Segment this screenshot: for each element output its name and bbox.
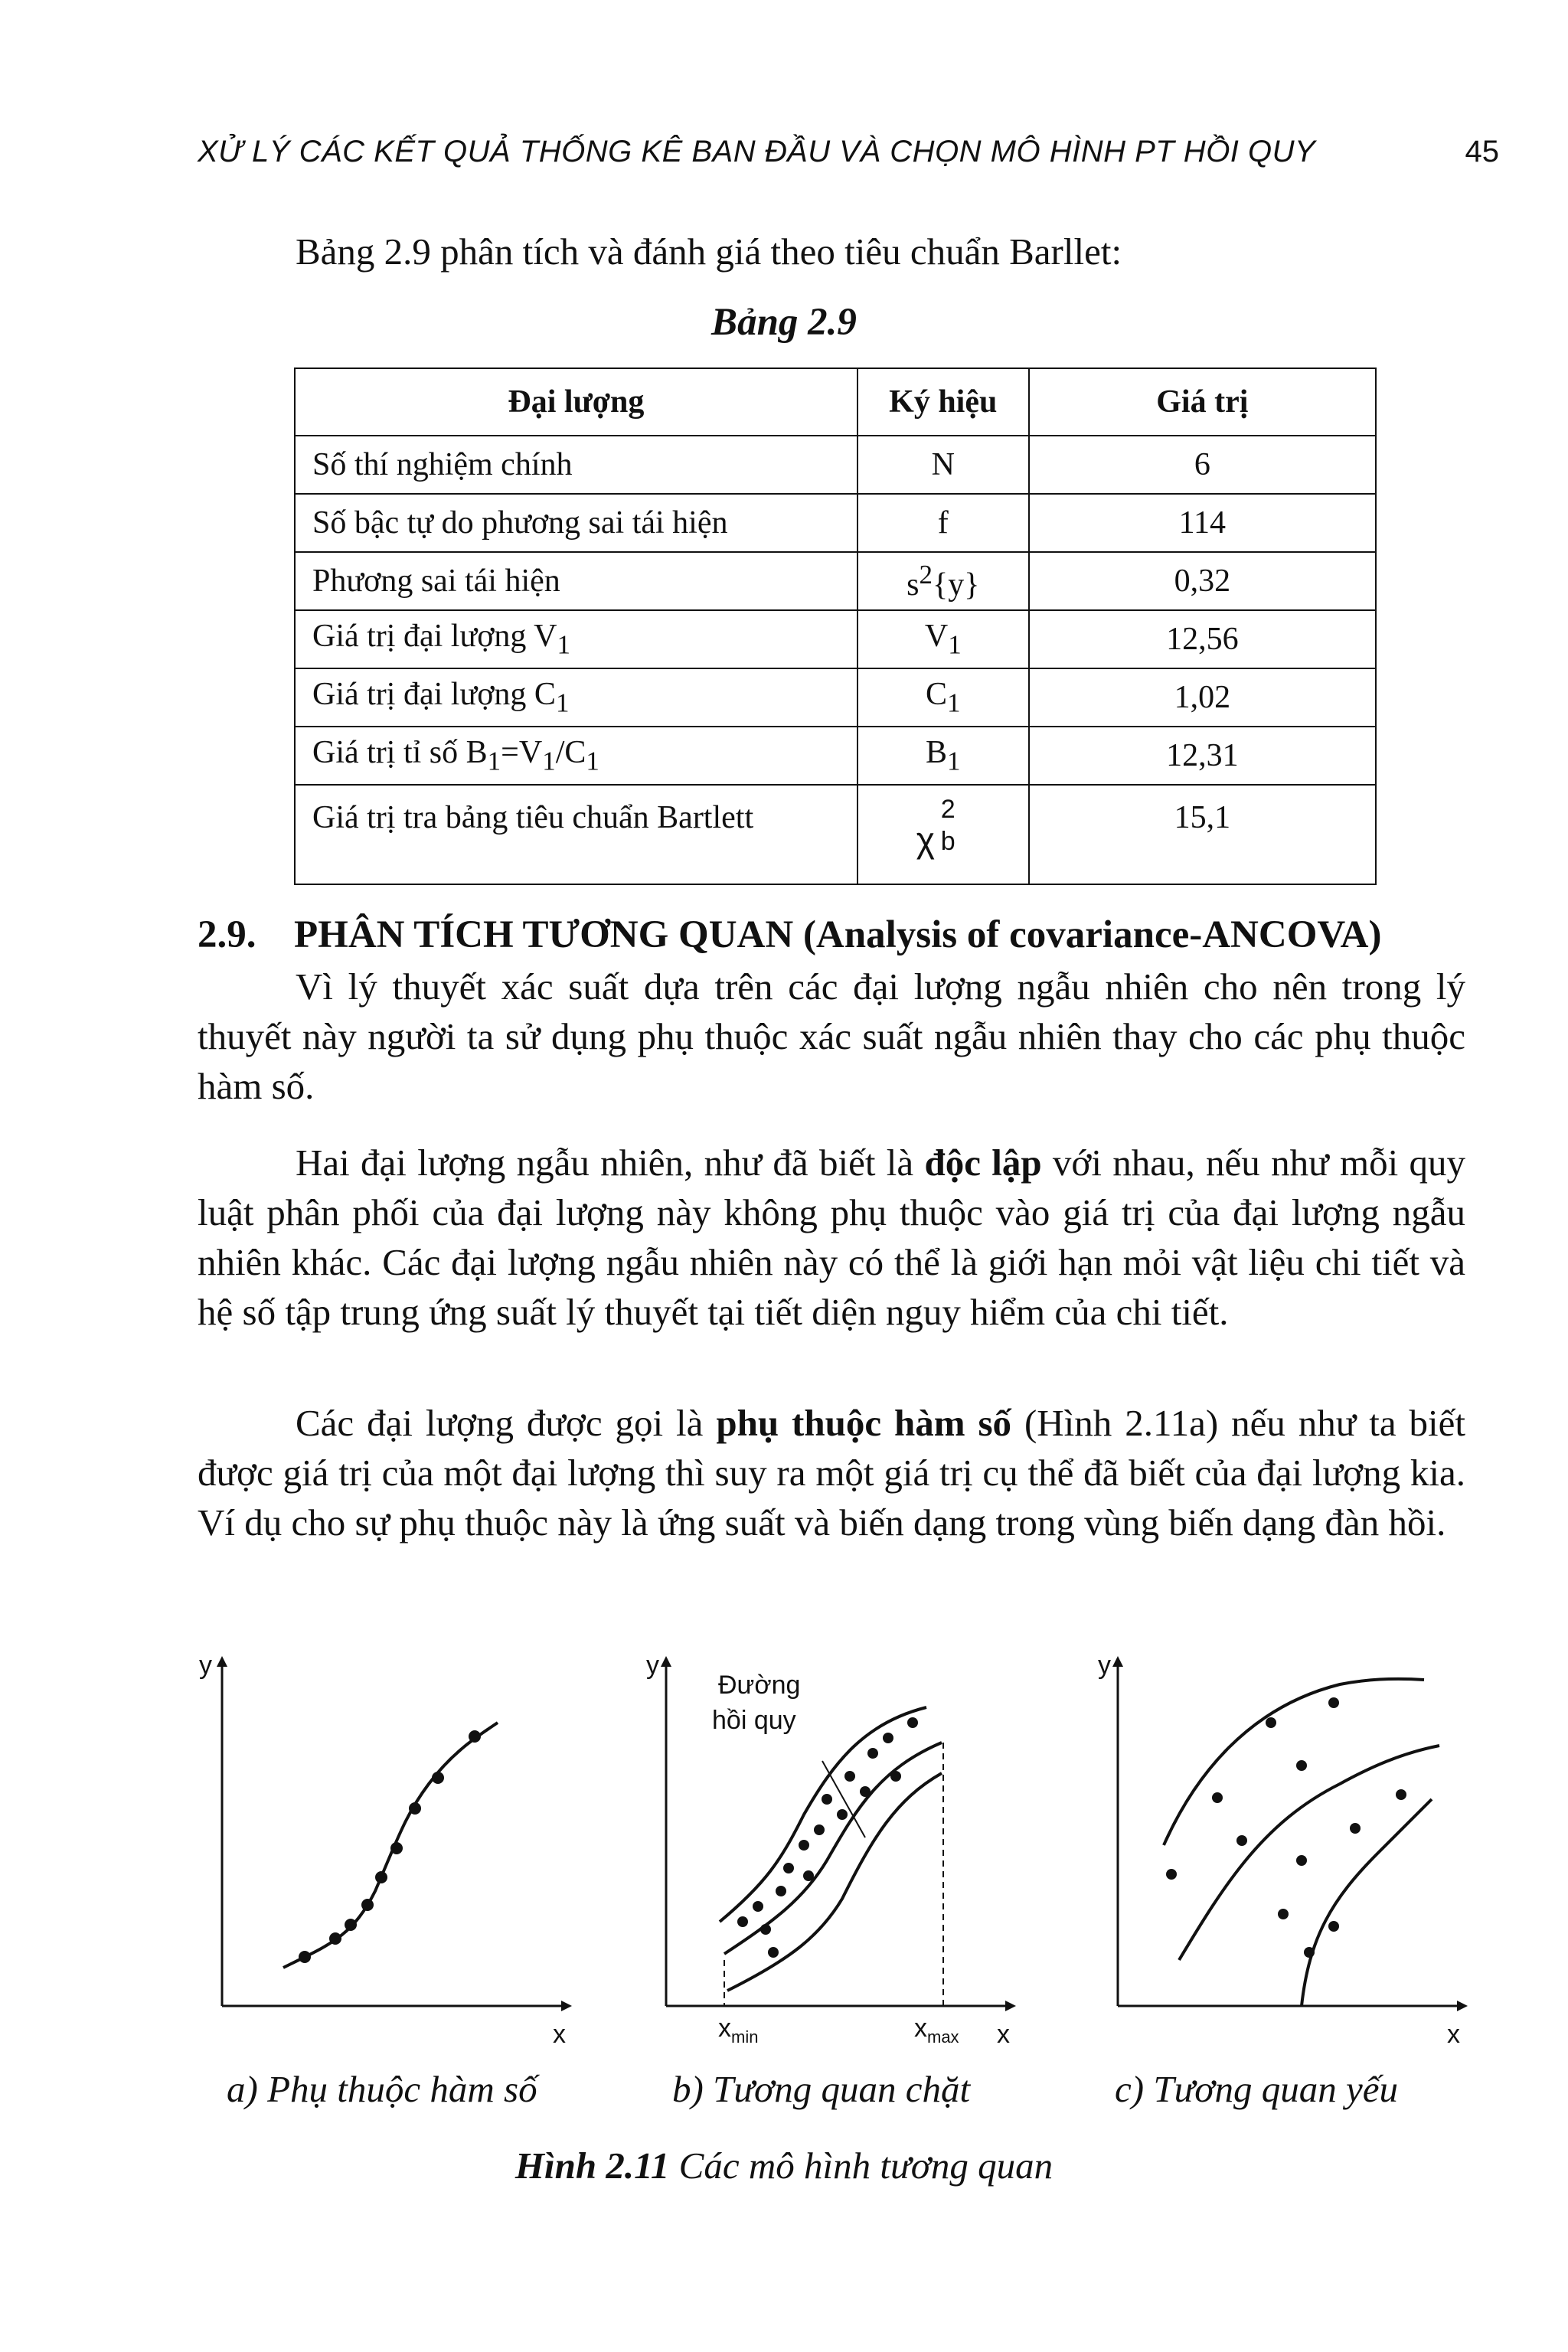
figure-caption [0,2144,1568,2187]
column-header: Giá trị [1029,368,1376,436]
paragraph-text: Hai đại lượng ngẫu nhiên, như đã biết là [296,1142,925,1184]
quantity-cell: Số bậc tự do phương sai tái hiện [295,494,858,552]
data-points [299,1730,481,1963]
regression-label: hồi quy [712,1706,796,1735]
subcaption-c: c) Tương quan yếu [1115,2068,1398,2110]
middle-boundary [1179,1746,1439,1960]
quantity-text: Giá trị tỉ số B [312,735,488,771]
symbol-superscript: 2 [940,795,956,824]
subcaption-b: b) Tương quan chặt [672,2068,971,2110]
table-caption: Bảng 2.9 [711,301,857,344]
paragraph-text: (Hình 2.11a) nếu như ta biết được giá trị của một đại lượng thì suy ra một giá trị cụ thể đã biết của đại lượng kia. Ví dụ cho sự phụ thuộc này là ứng suất và biến dạng trong vùng biến dạng đàn hồi. [198,1402,1466,1544]
column-header: Ký hiệu [858,368,1029,436]
value-cell: 0,32 [1029,552,1376,610]
panel-c [1098,1651,1462,2049]
quantity-subscript: 1 [557,629,570,660]
paragraph-text: với nhau, nếu như mỗi quy luật phân phối của đại lượng này không phụ thuộc vào giá trị của đại lượng ngẫu nhiên khác. Các đại lượng ngẫu nhiên này có thể là giới hạn mỏi vật liệu chi tiết và hệ số tập trung ứng suất lý thuyết tại tiết diện nguy hiểm của chi tiết. [198,1142,1465,1333]
table-header-row [295,368,1376,436]
table-row [295,727,1376,785]
panel-a [199,1651,567,2049]
symbol-base: χ [916,820,935,860]
running-header [198,135,1499,181]
chi-square-symbol [916,795,970,861]
symbol-subscript: b [940,827,956,856]
xmax-label: $x_{max}$ [914,2014,959,2047]
symbol-subscript: 1 [948,629,962,660]
symbol-subscript: 1 [947,688,961,718]
paragraph [198,1138,1465,1337]
running-title: XỬ LÝ CÁC KẾT QUẢ THỐNG KÊ BAN ĐẦU VÀ CHỌN MÔ HÌNH PT HỒI QUY [198,135,1316,168]
value-cell: 15,1 [1029,785,1376,884]
table-row [295,494,1376,552]
value-cell: 114 [1029,494,1376,552]
quantity-cell: Phương sai tái hiện [295,552,858,610]
value-cell: 12,56 [1029,610,1376,668]
quantity-text: =V [501,735,543,771]
symbol-cell [858,552,1029,610]
paragraph-text: Các đại lượng được gọi là [296,1402,717,1444]
regression-line [724,1743,942,1954]
bold-term: độc lập [924,1142,1042,1184]
symbol-base: s [906,567,920,603]
section-title: PHÂN TÍCH TƯƠNG QUAN (Analysis of covariance-ANCOVA) [294,913,1382,956]
table-row [295,785,1376,884]
quantity-subscript: 1 [586,746,599,776]
section-number: 2.9. [198,913,256,956]
value-cell: 6 [1029,436,1376,494]
quantity-subscript: 1 [555,688,570,718]
quantity-cell [295,727,858,785]
quantity-cell: Số thí nghiệm chính [295,436,858,494]
symbol-base: B [926,735,948,771]
xmin-label: $x_{min}$ [718,2014,759,2047]
upper-band [720,1707,926,1922]
table-row [295,552,1376,610]
figure-title: Các mô hình tương quan [669,2145,1054,2187]
quantity-text: /C [555,735,586,771]
symbol-subscript: 1 [947,746,961,776]
section-heading [198,913,1381,957]
symbol-base: V [924,619,949,655]
value-cell: 12,31 [1029,727,1376,785]
symbol-cell [858,785,1029,884]
quantity-cell [295,668,858,727]
column-header: Đại lượng [295,368,858,436]
quantity-text: Giá trị đại lượng V [312,619,557,655]
data-points [1166,1697,1406,1958]
x-axis-label: x [553,2020,566,2049]
table-row [295,436,1376,494]
quantity-subscript: 1 [487,746,501,776]
symbol-base: C [926,677,948,713]
bold-term: phụ thuộc hàm số [716,1402,1012,1444]
figure-number: Hình 2.11 [514,2145,670,2187]
lower-boundary [1302,1799,1432,2006]
regression-label: Đường [718,1671,801,1700]
quantity-cell: Giá trị tra bảng tiêu chuẩn Bartlett [295,785,858,884]
symbol-cell [858,610,1029,668]
y-axis-label: y [199,1651,212,1680]
quantity-cell [295,610,858,668]
table-row [295,610,1376,668]
symbol-cell: f [858,494,1029,552]
bartlett-table [294,368,1377,885]
symbol-cell [858,727,1029,785]
quantity-text: Giá trị đại lượng C [312,677,556,713]
function-curve [283,1723,498,1968]
paragraph [198,1398,1465,1547]
x-axis-label: x [997,2020,1010,2049]
page-number: 45 [1465,135,1499,168]
paragraph: Vì lý thuyết xác suất dựa trên các đại lượng ngẫu nhiên cho nên trong lý thuyết này người ta sử dụng phụ thuộc xác suất ngẫu nhiên thay cho các phụ thuộc hàm số. [198,965,1465,1107]
panel-b [646,1651,1011,2049]
y-axis-label: y [1098,1651,1111,1680]
symbol-superscript: 2 [919,559,933,590]
correlation-figure [176,1638,1478,2067]
x-axis-label: x [1447,2020,1460,2049]
value-cell: 1,02 [1029,668,1376,727]
subcaption-a: a) Phụ thuộc hàm số [227,2068,537,2110]
symbol-cell [858,668,1029,727]
symbol-rest: {y} [933,567,980,603]
table-row [295,668,1376,727]
y-axis-label: y [646,1651,659,1680]
table-intro: Bảng 2.9 phân tích và đánh giá theo tiêu chuẩn Barllet: [296,230,1122,273]
symbol-cell: N [858,436,1029,494]
quantity-subscript: 1 [542,746,556,776]
